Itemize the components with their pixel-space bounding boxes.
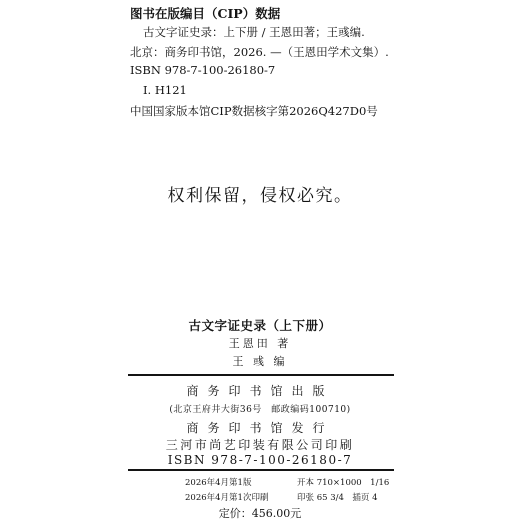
rights-statement: 权利保留，侵权必究。 [167, 186, 353, 206]
colophon-title: 古文字证史录（上下册） [188, 318, 332, 333]
cip-line-classification: Ⅰ. H121 [143, 83, 187, 97]
colophon-bottom-rule [128, 469, 394, 471]
colophon-publisher: 商务印书馆出版 [186, 384, 334, 398]
colophon-printer: 三河市尚艺印装有限公司印刷 [165, 438, 355, 452]
colophon-format: 开本 710×1000 1/16 [297, 478, 390, 488]
colophon-price: 定价：456.00元 [218, 507, 302, 520]
colophon-printing: 2026年4月第1次印刷 [185, 493, 269, 503]
cip-line-record-number: 中国国家版本馆CIP数据核字第2026Q427D0号 [130, 104, 378, 118]
colophon-editor: 王 彧 编 [232, 355, 288, 368]
cip-line-title: 古文字证史录：上下册 / 王恩田著；王彧编. [143, 25, 365, 39]
colophon-address: (北京王府井大街36号 邮政编码100710) [169, 405, 351, 415]
colophon-edition: 2026年4月第1版 [185, 478, 252, 488]
cip-heading: 图书在版编目（CIP）数据 [130, 6, 281, 21]
colophon-top-rule [128, 374, 394, 376]
colophon-author: 王恩田 著 [228, 337, 292, 350]
cip-line-publication: 北京：商务印书馆，2026. —（王恩田学术文集）. [130, 45, 389, 59]
colophon-sheets: 印张 65 3/4 插页 4 [297, 493, 378, 503]
cip-line-isbn: ISBN 978-7-100-26180-7 [130, 63, 276, 77]
colophon-distributor: 商务印书馆发行 [186, 421, 334, 435]
colophon-isbn: ISBN 978-7-100-26180-7 [167, 453, 353, 467]
